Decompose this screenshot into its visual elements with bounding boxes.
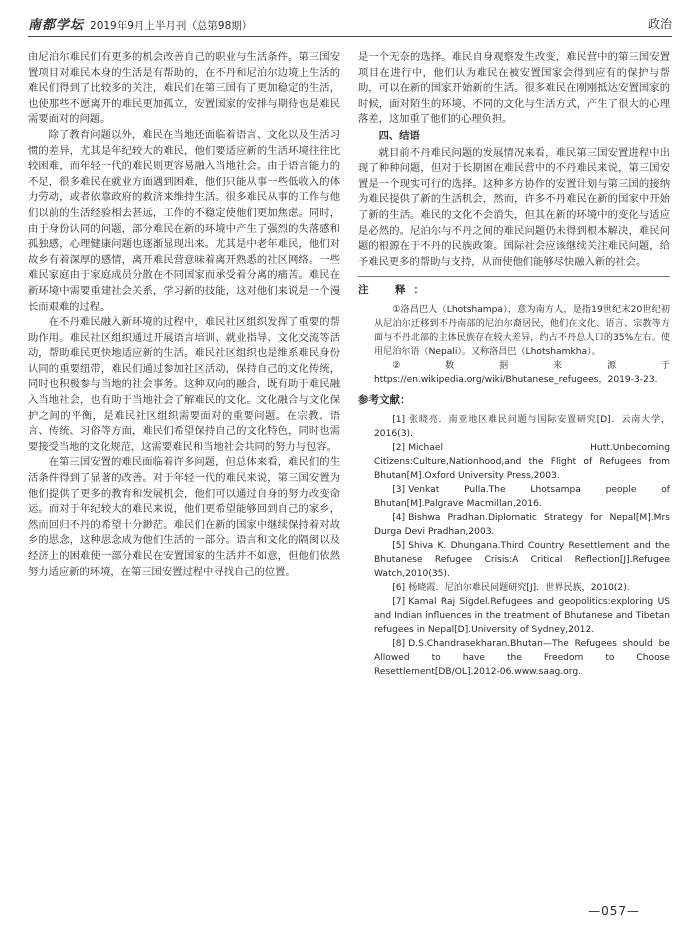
issue-info: 2019年9月上半月刊（总第98期）	[90, 19, 253, 32]
reference-text: Kamal Raj Sigdel.Refugees and geopolitics:exploring US and Indian influences in the treatment of Bhutanese and Tibetan refugees in Nepal[D].University of Sydney,2012.	[374, 596, 670, 635]
reference-item	[358, 595, 670, 637]
footnote: ①洛昌巴人（Lhotshampa），意为南方人，是指19世纪末20世纪初从尼泊尔迁移到不丹南部的尼泊尔裔居民，他们在文化、语言、宗教等方面与不丹北部的主体民族存在较大差异，约占不丹总人口的35%左右。使用尼泊尔语（Nepali）。又称洛昌巴（Lhotshamkha）。	[374, 304, 670, 357]
reference-item	[358, 637, 670, 679]
section-label: 政治	[647, 16, 672, 31]
reference-text: 张晓亮．南亚地区难民问题与国际安置研究[D]．云南大学，2016(3).	[374, 414, 670, 439]
references-title: 参考文献：	[358, 393, 411, 406]
reference-text: Bishwa Pradhan.Diplomatic Strategy for Nepal[M].Mrs Durga Devi Pradhan,2003.	[374, 512, 670, 537]
journal-logo: 南都学坛	[28, 17, 85, 33]
reference-item	[358, 483, 670, 511]
notes-title: 注 释：	[358, 284, 432, 297]
reference-item	[358, 511, 670, 539]
paragraph: 是一个无奈的选择。难民自身观察发生改变，难民营中的第三国安置项目在进行中，他们认为难民在被安置国家会得到应有的保护与帮助，可以在新的国家开始新的生活。很多难民在刚刚抵达安置国家的时候，面对陌生的环境、不同的文化与生活方式，产生了很大的心理落差，这加重了他们的心理负担。	[358, 51, 670, 126]
reference-text: Shiva K. Dhungana.Third Country Resettlement and the Bhutanese Refugee Crisis:A Critical Reflection[J].Refugee Watch,2010(35).	[374, 540, 670, 579]
reference-number: [4]	[392, 512, 406, 523]
header-left	[28, 14, 252, 33]
reference-number: [1]	[392, 414, 406, 425]
reference-number: [5]	[392, 540, 406, 551]
reference-number: [2]	[392, 442, 406, 453]
paragraph: 由尼泊尔难民们有更多的机会改善自己的职业与生活条件。第三国安置项目对难民本身的生活是有帮助的，在不丹和尼泊尔边境上生活的难民们得到了比较多的关注，难民们在第三国有了更加稳定的生活，也使那些不愿离开的难民更加孤立，安置国家的安排与期待也是难民需要面对的问题。	[28, 51, 340, 126]
reference-number: [8]	[392, 638, 406, 649]
footnote: ②数据来源于https://en.wikipedia.org/wiki/Bhutanese_refugees，2019-3-23.	[374, 360, 670, 385]
reference-item	[358, 539, 670, 581]
reference-number: [7]	[392, 596, 406, 607]
paragraph: 就目前不丹难民问题的发展情况来看，难民第三国安置进程中出现了种种问题，但对于长期困在难民营中的不丹难民来说，第三国安置是一个现实可行的选择。这种多方协作的安置计划与第三国的接纳为难民提供了新的生活机会，然而，许多不丹难民在新的国家中开始了新的生活。难民的文化不会消失，但其在新的环境中的变化与适应是必然的。尼泊尔与不丹之间的难民问题仍未得到根本解决，难民问题的根源在于不丹的民族政策。国际社会应该继续关注难民问题，给予难民更多的帮助与支持，从而使他们能够尽快融入新的社会。	[358, 146, 670, 268]
section-heading: 四、结语	[378, 129, 420, 142]
notes-divider	[358, 276, 670, 277]
reference-item	[358, 581, 670, 595]
reference-text: 杨晓霞．尼泊尔难民问题研究[J]．世界民族，2010(2).	[408, 582, 630, 593]
reference-number: [3]	[392, 484, 406, 495]
reference-text: D.S.Chandrasekharan.Bhutan—The Refugees should be Allowed to have the Freedom to Choose Resettlement[DB/OL].2012-06.www.saag.org.	[374, 638, 670, 677]
page-number: —057—	[588, 904, 640, 918]
reference-number: [6]	[392, 582, 406, 593]
paragraph: 在第三国安置的难民面临着许多问题，但总体来看，难民们的生活条件得到了显著的改善。对于年轻一代的难民来说，第三国安置为他们提供了更多的教育和发展机会，他们可以通过自身的努力改变命运。而对于年纪较大的难民来说，他们更希望能够回到自己的家乡，然而回归不丹的希望十分渺茫。难民们在新的国家中继续保持着对故乡的思念，这种思念成为他们生活的一部分。语言和文化的隔阂以及经济上的困难使一部分难民在安置国家的生活并不如意，但他们依然努力适应新的环境，在第三国安置过程中寻找自己的位置。	[28, 456, 340, 578]
reference-text: Venkat Pulla.The Lhotsampa people of Bhutan[M].Palgrave Macmillan,2016.	[374, 484, 670, 509]
reference-item	[358, 413, 670, 441]
page-header	[28, 10, 672, 37]
paragraph: 在不丹难民融入新环境的过程中，难民社区组织发挥了重要的帮助作用。难民社区组织通过开展语言培训、就业指导、文化交流等活动，帮助难民更快地适应新的生活。难民社区组织也是维系难民身份认同的重要纽带，难民们通过参加社区活动，保持自己的文化传统，同时也积极参与当地的社会事务。这种双向的融合，既有助于难民融入当地社会，也有助于当地社会了解难民的文化。文化融合与文化保护之间的平衡，是难民社区组织需要面对的重要问题。在宗教、语言、传统、习俗等方面，难民们希望保持自己的文化特色，同时也需要接受当地的文化规范，这需要难民和当地社会共同的努力与包容。	[28, 316, 340, 453]
right-column	[358, 50, 670, 850]
reference-text: Michael Hutt.Unbecoming Citizens:Culture,Nationhood,and the Flight of Refugees from Bhutan[M].Oxford University Press,2003.	[374, 442, 670, 481]
paragraph: 除了教育问题以外，难民在当地还面临着语言、文化以及生活习惯的差异，尤其是年纪较大的难民，他们要适应新的生活环境往往比较困难，而年轻一代的难民则更容易融入当地社会。由于语言能力的不足，很多难民在就业方面遇到困难，他们只能从事一些低收入的体力劳动，或者依靠政府的救济来维持生活。很多难民从事的工作与他们以前的生活经验相去甚远，工作的不稳定使他们更加焦虑。同时，由于身份认同的问题，部分难民在新的环境中产生了强烈的失落感和孤独感，心理健康问题也逐渐显现出来。尤其是中老年难民，他们对故乡有着深厚的感情，离开难民营意味着离开熟悉的社区网络。一些难民家庭由于家庭成员分散在不同国家而承受着分离的痛苦。难民在新环境中需要重建社会关系，学习新的技能，这对他们来说是一个漫长而艰难的过程。	[28, 128, 340, 313]
reference-item	[358, 441, 670, 483]
left-column	[28, 50, 340, 940]
